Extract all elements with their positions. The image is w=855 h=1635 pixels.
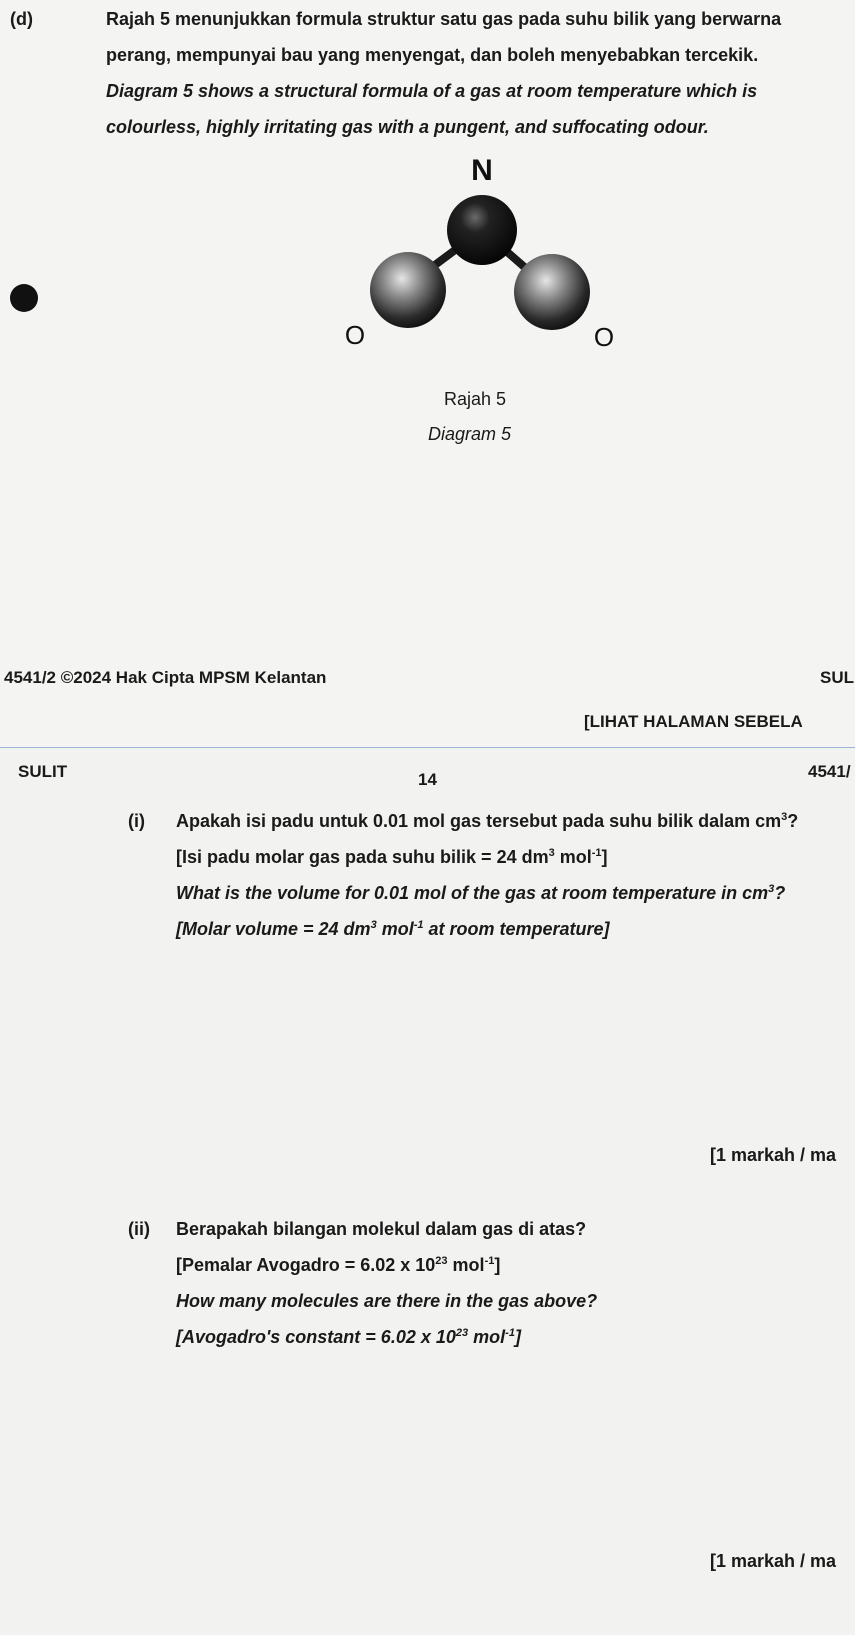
no2-molecule-diagram bbox=[0, 150, 855, 390]
q1-malay-question: Apakah isi padu untuk 0.01 mol gas tersebut pada suhu bilik dalam $cm^3$? bbox=[176, 811, 799, 831]
oxygen-atom-right bbox=[514, 254, 590, 330]
oxygen-atom-left bbox=[370, 252, 446, 328]
footer-next-page: [LIHAT HALAMAN SEBELA bbox=[584, 712, 803, 731]
intro-english-line-1: Diagram 5 shows a structural formula of a gas at room temperature which is bbox=[106, 81, 758, 101]
question-label-i: (i) bbox=[128, 811, 145, 831]
question-label-ii: (ii) bbox=[128, 1219, 150, 1239]
diagram-caption-malay: Rajah 5 bbox=[444, 389, 507, 409]
q1-english-given: [Molar volume = 24 $dm^3$ mol$^{-1}$ at room temperature] bbox=[176, 919, 610, 939]
intro-english-line-2: colourless, highly irritating gas with a pungent, and suffocating odour. bbox=[106, 117, 709, 137]
q1-marks: [1 markah / ma bbox=[710, 1145, 837, 1165]
footer-sulit: SUL bbox=[820, 668, 854, 687]
q1-english-question: What is the volume for 0.01 mol of the gas at room temperature in $cm^3$? bbox=[176, 883, 786, 903]
q1-malay-given: [Isi padu molar gas pada suhu bilik = 24 $dm^3$ mol$^{-1}$] bbox=[176, 847, 608, 867]
q2-malay-given: [Pemalar Avogadro = 6.02 x $10^{23}$ mol$^{-1}$] bbox=[176, 1255, 501, 1275]
footer-copyright: 4541/2 ©2024 Hak Cipta MPSM Kelantan bbox=[4, 668, 327, 687]
page-number: 14 bbox=[418, 770, 437, 789]
question-label-d: (d) bbox=[10, 9, 33, 29]
nitrogen-atom bbox=[447, 195, 517, 265]
q2-english-given: [Avogadro's constant = 6.02 x $10^{23}$ mol$^{-1}$] bbox=[176, 1327, 521, 1347]
exam-page-top bbox=[0, 0, 855, 748]
atom-label-o-left: O bbox=[344, 320, 366, 350]
q2-marks: [1 markah / ma bbox=[710, 1551, 837, 1571]
atom-label-o-right: O bbox=[593, 322, 615, 352]
header-sulit: SULIT bbox=[18, 762, 68, 781]
q2-malay-question: Berapakah bilangan molekul dalam gas di atas? bbox=[176, 1219, 587, 1239]
intro-malay-line-2: perang, mempunyai bau yang menyengat, dan boleh menyebabkan tercekik. bbox=[106, 45, 759, 65]
diagram-caption-english: Diagram 5 bbox=[428, 424, 512, 444]
intro-malay-line-1: Rajah 5 menunjukkan formula struktur satu gas pada suhu bilik yang berwarna bbox=[106, 9, 782, 29]
header-code: 4541/ bbox=[808, 762, 851, 781]
atom-label-n: N bbox=[471, 154, 493, 187]
exam-page-bottom bbox=[0, 748, 855, 1635]
q2-english-question: How many molecules are there in the gas above? bbox=[176, 1291, 598, 1311]
